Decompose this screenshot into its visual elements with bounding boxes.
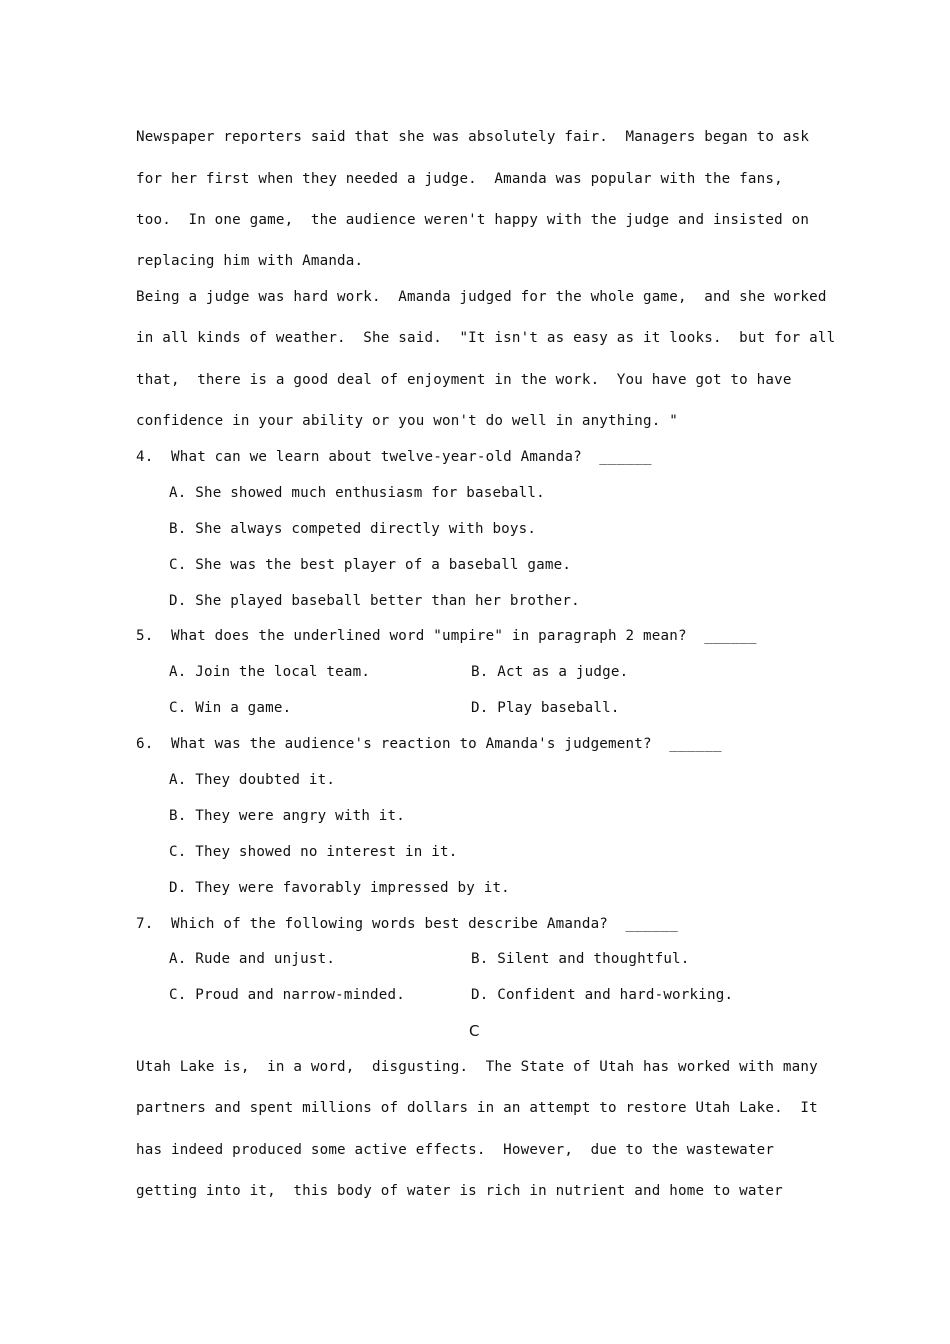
question-7-option-b: B. Silent and thoughtful. xyxy=(471,951,690,967)
question-5-option-a: A. Join the local team. xyxy=(169,664,371,680)
passage-b-p2-line-1: Being a judge was hard work. Amanda judged for the whole game, and she worked xyxy=(136,289,827,305)
question-7-option-d: D. Confident and hard-working. xyxy=(471,987,734,1003)
passage-b-p1-line-2: for her first when they needed a judge. Amanda was popular with the fans, xyxy=(136,171,783,187)
question-4-stem: 4. What can we learn about twelve-year-old Amanda? ______ xyxy=(136,449,652,465)
question-4-option-d: D. She played baseball better than her brother. xyxy=(169,593,580,609)
question-5-option-b: B. Act as a judge. xyxy=(471,664,629,680)
question-7-option-a: A. Rude and unjust. xyxy=(169,951,336,967)
passage-b-p2-line-2: in all kinds of weather. She said. "It isn't as easy as it looks. but for all xyxy=(136,330,836,346)
section-c-line-1: Utah Lake is, in a word, disgusting. The State of Utah has worked with many xyxy=(136,1059,818,1075)
question-7-option-c: C. Proud and narrow-minded. xyxy=(169,987,406,1003)
question-4-option-b: B. She always competed directly with boys. xyxy=(169,521,537,537)
question-4-option-a: A. She showed much enthusiasm for baseball. xyxy=(169,485,545,501)
question-6-option-c: C. They showed no interest in it. xyxy=(169,844,458,860)
question-5-option-c: C. Win a game. xyxy=(169,700,292,716)
section-c-line-3: has indeed produced some active effects. However, due to the wastewater xyxy=(136,1142,775,1158)
question-6-stem: 6. What was the audience's reaction to Amanda's judgement? ______ xyxy=(136,736,722,752)
passage-b-p1-line-4: replacing him with Amanda. xyxy=(136,253,364,269)
question-6-option-b: B. They were angry with it. xyxy=(169,808,406,824)
section-c-heading: C xyxy=(469,1022,480,1040)
passage-b-p2-line-4: confidence in your ability or you won't do well in anything. " xyxy=(136,413,678,429)
passage-b-p1-line-1: Newspaper reporters said that she was absolutely fair. Managers began to ask xyxy=(136,129,810,145)
passage-b-p2-line-3: that, there is a good deal of enjoyment in the work. You have got to have xyxy=(136,372,792,388)
question-7-stem: 7. Which of the following words best describe Amanda? ______ xyxy=(136,916,678,932)
question-6-option-a: A. They doubted it. xyxy=(169,772,336,788)
question-4-option-c: C. She was the best player of a baseball game. xyxy=(169,557,572,573)
section-c-line-4: getting into it, this body of water is rich in nutrient and home to water xyxy=(136,1183,783,1199)
passage-b-p1-line-3: too. In one game, the audience weren't happy with the judge and insisted on xyxy=(136,212,810,228)
question-5-stem: 5. What does the underlined word "umpire" in paragraph 2 mean? ______ xyxy=(136,628,757,644)
question-5-option-d: D. Play baseball. xyxy=(471,700,620,716)
question-6-option-d: D. They were favorably impressed by it. xyxy=(169,880,510,896)
section-c-line-2: partners and spent millions of dollars in an attempt to restore Utah Lake. It xyxy=(136,1100,818,1116)
